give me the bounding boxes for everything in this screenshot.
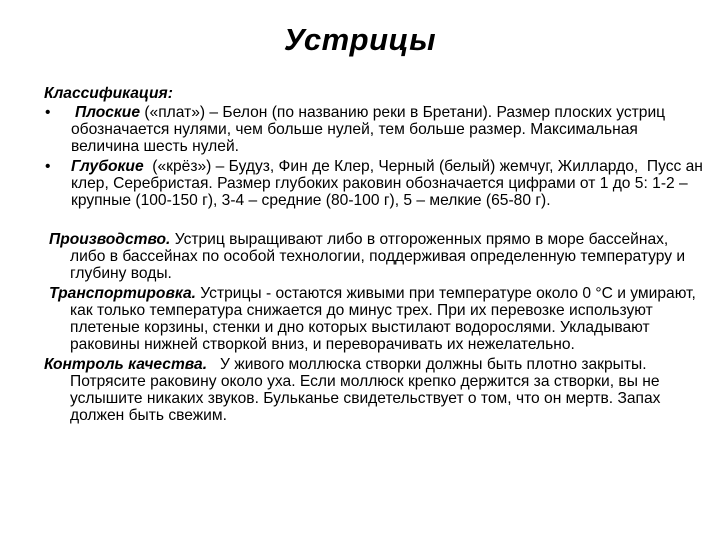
section-quality [44, 356, 704, 424]
text-production: Устриц выращивают либо в отгороженных прямо в море бассейнах, либо в бассейнах по особой технологии, поддерживая определенную температуру и глубину воды. [70, 231, 686, 282]
term-flat: Плоские [75, 104, 141, 121]
term-quality: Контроль качества. [44, 356, 208, 373]
term-production: Производство. [49, 231, 171, 248]
classification-heading: Классификация: [44, 85, 173, 102]
term-deep: Глубокие [71, 158, 144, 175]
text-quality: У живого моллюска створки должны быть плотно закрыты. Потрясите раковину около уха. Если моллюск крепко держится за створки, вы не услышите никаких звуков. Бульканье свидетельствует о том, что он мертв. Запах должен быть свежим. [70, 356, 665, 424]
bullet-icon: • [45, 158, 51, 175]
bullet-item-flat [44, 104, 704, 155]
bullet-item-deep [44, 158, 708, 209]
section-production [44, 231, 704, 282]
text-transport: Устрицы - остаются живыми при температуре около 0 °С и умирают, как только температура снижается до минус трех. При их перевозке используют плетеные корзины, стенки и дно которых выстилают водорослями. Укладывают раковины нижней створкой вниз, и переворачивать их нежелательно. [70, 285, 696, 353]
section-transport [44, 285, 704, 353]
slide-body [44, 85, 708, 427]
text-flat: («плат») – Белон (по названию реки в Бретани). Размер плоских устриц обозначается нулями, чем больше нулей, тем больше размер. Максимальная величина шесть нулей. [71, 104, 666, 155]
term-transport: Транспортировка. [49, 285, 196, 302]
bullet-icon: • [45, 104, 51, 121]
slide-title: Устрицы [283, 22, 437, 57]
text-deep: («крёз») – Будуз, Фин де Клер, Черный (белый) жемчуг, Жиллардо, Пусс ан клер, Серебристая. Размер глубоких раковин обозначается цифрами от 1 до 5: 1-2 – крупные (100-150 г), 3-4 – средние (80-100 г), 5 – мелкие (65-80 г). [71, 158, 708, 209]
